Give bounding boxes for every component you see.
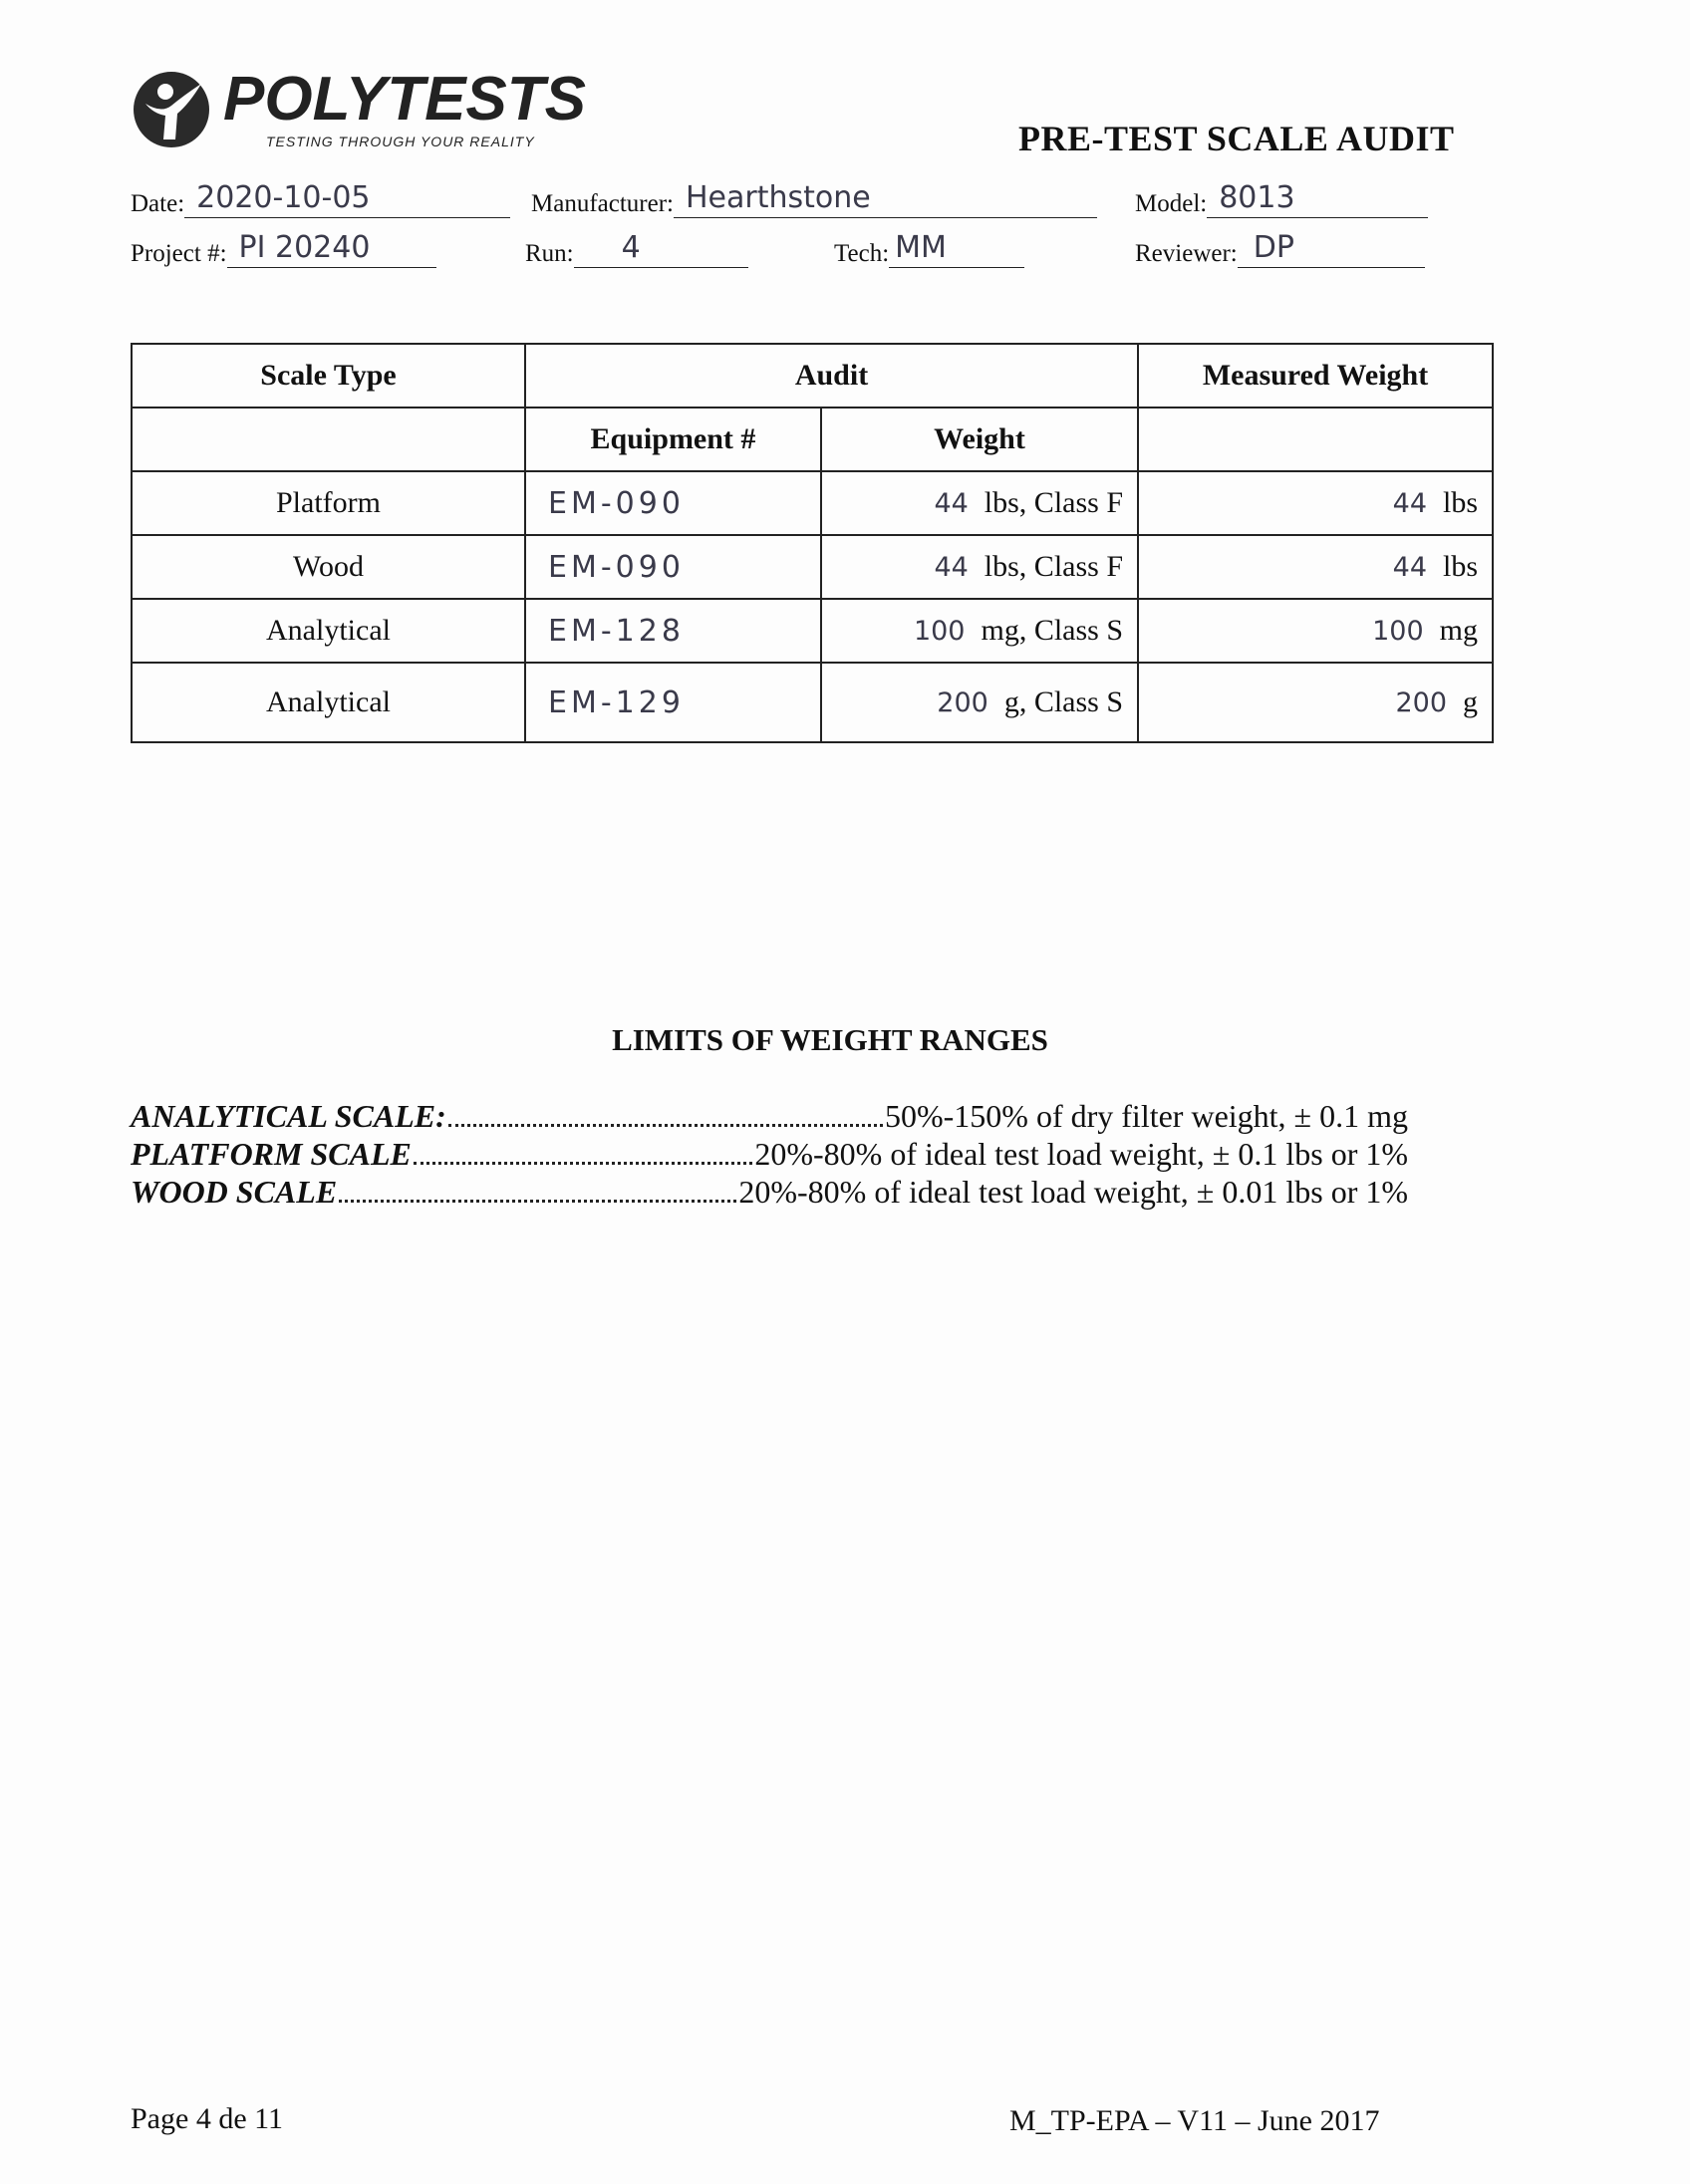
header-audit: Audit — [525, 344, 1138, 408]
limits-title: LIMITS OF WEIGHT RANGES — [612, 1022, 1048, 1057]
weight-value: 200 — [937, 687, 988, 718]
scale-audit-table — [131, 343, 1494, 743]
run-field — [525, 230, 748, 268]
dot-leader — [339, 1200, 736, 1203]
weight-value: 100 — [913, 616, 966, 647]
measured-cell — [1138, 471, 1493, 535]
reviewer-field — [1135, 230, 1425, 268]
header-equipment: Equipment # — [525, 408, 821, 471]
scale-type-cell: Wood — [132, 535, 525, 599]
measured-cell — [1138, 535, 1493, 599]
reviewer-line — [1238, 230, 1425, 268]
limit-range: 20%-80% of ideal test load weight, ± 0.01 lbs or 1% — [738, 1174, 1408, 1210]
measured-value: 200 — [1395, 687, 1448, 718]
weight-cell — [821, 535, 1138, 599]
weight-cell — [821, 471, 1138, 535]
limit-name: ANALYTICAL SCALE: — [131, 1098, 446, 1134]
weight-value: 44 — [934, 552, 969, 583]
company-logo — [132, 65, 587, 155]
form-identifier: M_TP-EPA – V11 – June 2017 — [1009, 2104, 1380, 2137]
scale-type-cell: Analytical — [132, 663, 525, 742]
manufacturer-label: Manufacturer: — [531, 190, 674, 217]
measured-value: 100 — [1372, 616, 1424, 647]
limit-range: 50%-150% of dry filter weight, ± 0.1 mg — [884, 1098, 1408, 1134]
measured-unit: g — [1463, 685, 1479, 718]
date-field — [131, 180, 510, 218]
scale-type-cell: Analytical — [132, 599, 525, 663]
run-line — [574, 230, 748, 268]
reviewer-label: Reviewer: — [1135, 240, 1238, 267]
subheader-empty-2 — [1138, 408, 1493, 471]
date-label: Date: — [131, 190, 185, 217]
header-measured-weight: Measured Weight — [1138, 344, 1493, 408]
equipment-cell: EM-129 — [525, 663, 821, 742]
equipment-cell: EM-090 — [525, 471, 821, 535]
measured-cell — [1138, 663, 1493, 742]
manufacturer-field — [531, 180, 1097, 218]
model-value: 8013 — [1219, 180, 1295, 215]
limit-row-analytical — [131, 1098, 1408, 1135]
limit-name: PLATFORM SCALE — [131, 1136, 412, 1172]
weight-unit: lbs, Class F — [984, 550, 1124, 583]
weight-unit: g, Class S — [1003, 685, 1124, 718]
logo-name: POLYTESTS — [223, 65, 587, 134]
table-subheader-row — [132, 408, 1493, 471]
table-row — [132, 663, 1493, 742]
project-label: Project #: — [131, 240, 227, 267]
table-header-row — [132, 344, 1493, 408]
limit-row-platform — [131, 1136, 1408, 1173]
project-value: PI 20240 — [238, 230, 371, 265]
page-number: Page 4 de 11 — [131, 2102, 284, 2135]
dot-leader — [414, 1162, 753, 1165]
logo-tagline: TESTING THROUGH YOUR REALITY — [266, 134, 535, 149]
manufacturer-line — [674, 180, 1097, 218]
table-row — [132, 471, 1493, 535]
scale-type-cell: Platform — [132, 471, 525, 535]
tech-line — [889, 230, 1024, 268]
equipment-cell: EM-090 — [525, 535, 821, 599]
document-title: PRE-TEST SCALE AUDIT — [1018, 119, 1455, 158]
manufacturer-value: Hearthstone — [685, 180, 871, 215]
equipment-cell: EM-128 — [525, 599, 821, 663]
project-field — [131, 230, 436, 268]
table-row — [132, 599, 1493, 663]
tech-field — [834, 230, 1024, 268]
table-row — [132, 535, 1493, 599]
weight-value: 44 — [934, 488, 969, 519]
limit-range: 20%-80% of ideal test load weight, ± 0.1 lbs or 1% — [754, 1136, 1408, 1172]
run-label: Run: — [525, 240, 574, 267]
measured-unit: lbs — [1443, 550, 1479, 583]
measured-unit: mg — [1439, 614, 1479, 647]
date-line — [184, 180, 510, 218]
measured-value: 44 — [1392, 552, 1427, 583]
measured-unit: lbs — [1443, 486, 1479, 519]
weight-unit: lbs, Class F — [984, 486, 1124, 519]
tech-label: Tech: — [834, 240, 890, 267]
limit-name: WOOD SCALE — [131, 1174, 338, 1210]
header-weight: Weight — [821, 408, 1138, 471]
measured-value: 44 — [1392, 488, 1427, 519]
weight-cell — [821, 599, 1138, 663]
project-line — [227, 230, 436, 268]
date-value: 2020-10-05 — [196, 180, 371, 215]
limit-row-wood — [131, 1174, 1408, 1211]
person-logo-icon — [132, 70, 211, 149]
tech-value: MM — [895, 230, 947, 265]
model-field — [1135, 180, 1428, 218]
measured-cell — [1138, 599, 1493, 663]
subheader-empty-1 — [132, 408, 525, 471]
model-label: Model: — [1135, 190, 1208, 217]
dot-leader — [448, 1124, 883, 1127]
header-scale-type: Scale Type — [132, 344, 525, 408]
model-line — [1207, 180, 1428, 218]
reviewer-value: DP — [1253, 230, 1294, 265]
weight-unit: mg, Class S — [981, 614, 1124, 647]
weight-cell — [821, 663, 1138, 742]
run-value: 4 — [621, 230, 641, 265]
